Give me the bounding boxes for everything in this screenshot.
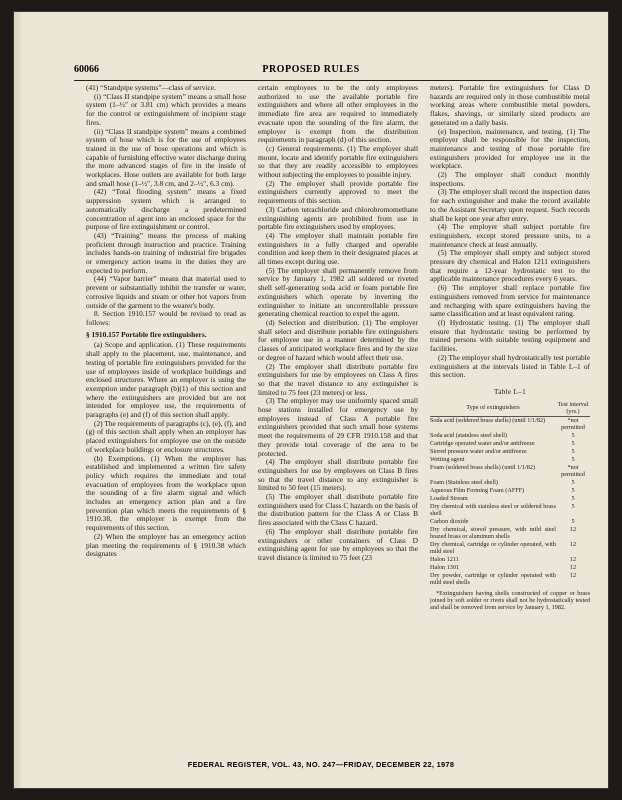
test-interval: 5 xyxy=(571,518,575,526)
extinguisher-type: Dry chemical, stored pressure, with mild steel brazed brass or aluminum shells xyxy=(430,526,556,541)
paragraph: 8. Section 1910.157 would be revised to read as follows: xyxy=(86,309,246,327)
extinguisher-type: Loaded Stream xyxy=(430,495,468,503)
page-footer: FEDERAL REGISTER, VOL. 43, NO. 247—FRIDAY, DECEMBER 22, 1978 xyxy=(187,760,455,769)
extinguisher-type: Wetting agent xyxy=(430,456,465,464)
paragraph: (e) Inspection, maintenance, and testing. (1) The employer shall be responsible for the inspection, maintenance and testing of those portable fire extinguishers provided for employee use in the workplace. xyxy=(430,126,590,171)
paragraph: (2) The requirements of paragraphs (c), (e), (f), and (g) of this section shall apply when an employer has placed extinguishers for employee use on the outside of workplace buildings or enclosure structures. xyxy=(86,418,246,454)
page-binding-edge xyxy=(14,12,24,788)
test-interval: 5 xyxy=(571,448,575,456)
extinguisher-type: Dry chemical, cartridge or cylinder operated, with mild steel xyxy=(430,541,556,556)
table-header-interval: Test interval (yrs.) xyxy=(557,400,589,415)
table-title: Table L–1 xyxy=(494,387,526,396)
table-row xyxy=(430,503,590,518)
table-body xyxy=(430,416,590,587)
paragraph: (5) The employer shall distribute portable fire extinguishers used for Class C hazards on the basis of the distribution pattern for the Class A or Class B fires associated with the Class C hazard. xyxy=(258,492,418,528)
paragraph: meters). Portable fire extinguishers for Class D hazards are required only in those combustible metal working areas where combustible metal powders, flakes, shavings, or similarly sized products are generated on a daily basis. xyxy=(430,84,590,127)
paragraph: (42) “Total flooding system” means a fixed suppression system which is arranged to automatically discharge a predetermined concentration of agent into an enclosed space for the purpose of fire extinguishment or control. xyxy=(86,187,246,232)
test-interval: 5 xyxy=(571,487,575,495)
extinguisher-type: Soda acid (soldered brass shells) (until 1/1/82) xyxy=(430,417,546,425)
test-interval: 5 xyxy=(571,456,575,464)
paragraph: (c) General requirements. (1) The employer shall mount, locate and identify portable fire extinguishers so that they are readily accessible to employees without subjecting the employees to possible injury. xyxy=(258,143,418,180)
table-row xyxy=(430,456,590,464)
extinguisher-type: Soda acid (stainless steel shell) xyxy=(430,432,507,440)
extinguisher-type: Cartridge operated water and/or antifreeze xyxy=(430,440,535,448)
extinguisher-type: Dry chemical with stainless steel or soldered brass shell xyxy=(430,503,556,518)
paragraph: (44) “Vapor barrier” means that material used to prevent or substantially inhibit the transfer or water, corrosive liquids and steam or other hot vapors from outside of the garment to the wearer's body. xyxy=(86,274,246,310)
paragraph: (3) The employer shall record the inspection dates for each extinguisher and make the record available to the Assistant Secretary upon request. Such records shall be kept one year after entry. xyxy=(430,187,590,223)
test-interval: 5 xyxy=(571,479,575,487)
table-row xyxy=(430,487,590,495)
column-1 xyxy=(86,84,246,756)
paragraph: (3) The employer may use uniformly spaced small hose stations installed for emergency use by employees instead of Class A portable fire extinguishers provided that such small hose systems meet the requirements of 29 CFR 1910.158 and that they provide total coverage of the area to be protected. xyxy=(258,396,418,458)
test-interval: 5 xyxy=(571,432,575,440)
extinguisher-type: Carbon dioxide xyxy=(430,518,469,526)
paragraph: (d) Selection and distribution. (1) The employer shall select and distribute portable fire extinguishers for employee use in a manner determined by the classes of anticipated workplace fires and by the size or degree of hazard which would affect their use. xyxy=(258,317,418,362)
paragraph: (f) Hydrostatic testing. (1) The employer shall ensure that hydrostatic testing be performed by trained persons with suitable testing equipment and facilities. xyxy=(430,317,590,354)
header-rule xyxy=(74,80,548,81)
test-interval: *not permitted xyxy=(561,464,585,479)
paragraph: (ii) “Class II standpipe system” means a combined system of hose which is for the use of employees trained in the use of hose operations and which is capable of furnishing effective water discharge during the more advanced stages of fire in the inside of workplaces. Hose outlets are available for both large and small hose (1–½″, 3.8 cm, and 2–½″, 6.3 cm). xyxy=(86,126,246,188)
running-title: PROPOSED RULES xyxy=(262,64,360,75)
table-row xyxy=(430,495,590,503)
paragraph: (4) The employer shall subject portable fire extinguishers, except stored pressure units, to a maintenance check at least annually. xyxy=(430,222,590,249)
paragraph: (43) “Training” means the process of making proficient through instruction and practice. Training includes hands-on training of industrial fire brigades or emergency action teams in the duties they are expected to perform. xyxy=(86,230,246,275)
extinguisher-type: Aqueous Film Forming Foam (AFFF) xyxy=(430,487,525,495)
table-row xyxy=(430,526,590,541)
test-interval: 12 xyxy=(569,564,577,572)
paragraph: (4) The employer shall maintain portable fire extinguishers in a fully charged and operable condition and keep them in their designated places at all times except during use. xyxy=(258,230,418,267)
paragraph: (6) The employer shall distribute portable fire extinguishers or other containers of Class D extinguishing agent for use by employees so that the travel distance is limited to 75 feet (23 xyxy=(258,526,418,562)
text-columns xyxy=(86,84,592,756)
paragraph: (2) The employer shall conduct monthly inspections. xyxy=(430,170,590,188)
extinguisher-type: Halon 1301 xyxy=(430,564,460,572)
paragraph: (2) When the employer has an emergency action plan meeting the requirements of § 1910.38 which designates xyxy=(86,531,246,559)
test-interval: 5 xyxy=(571,440,575,448)
test-interval: 12 xyxy=(569,572,577,580)
test-interval: 12 xyxy=(569,556,577,564)
paragraph: (2) The employer shall hydrostatically test portable extinguishers at the intervals listed in Table L–1 of this section. xyxy=(430,352,590,380)
table-row xyxy=(430,448,590,456)
test-interval: 5 xyxy=(571,503,575,511)
paragraph: (3) Carbon tetrachloride and chlorobromomethane extinguishing agents are prohibited from use in portable fire extinguishers used by employees. xyxy=(258,204,418,232)
test-interval: 5 xyxy=(571,495,575,503)
test-interval: *not permitted xyxy=(561,417,585,432)
extinguisher-test-table xyxy=(430,400,590,587)
document-page xyxy=(14,12,608,788)
table-row xyxy=(430,541,590,556)
extinguisher-type: Dry powder, cartridge or cylinder operated with mild steel shells xyxy=(430,572,556,587)
table-header-type: Type of extinguishers xyxy=(430,400,556,417)
table-row xyxy=(430,464,590,479)
table-row xyxy=(430,556,590,564)
table-footnote: *Extinguishers having shells constructed of copper or brass joined by soft solder or rivets shall not be hydrostatically tested and shall be removed from service by January 1, 1982. xyxy=(430,589,590,611)
extinguisher-type: Stored pressure water and/or antifreeze xyxy=(430,448,527,456)
paragraph: (5) The employer shall empty and subject stored pressure dry chemical and Halon 1211 extinguishers that require a 12-year hydrostatic test to the applicable maintenance procedures every 6 years. xyxy=(430,248,590,284)
test-interval: 12 xyxy=(569,541,577,549)
table-row xyxy=(430,572,590,587)
table-row xyxy=(430,564,590,572)
paragraph: certain employees to be the only employees authorized to use the available portable fire extinguishers and where all other employees in the immediate fire area are required to immediately evacuate upon the sounding of the fire alarm, the employer is exempt from the distribution requirements in paragraph (d) of this section. xyxy=(258,84,418,145)
paragraph: (b) Exemptions. (1) When the employer has established and implemented a written fire safety policy which requires the immediate and total evacuation of employees from the workplace upon the sounding of a fire alarm signal and which includes an emergency action plan and a fire prevention plan which meets the requirements of § 1910.38, the employer is exempt from the requirements of this section. xyxy=(86,453,246,533)
paragraph: (2) The employer shall distribute portable fire extinguishers for use by employees on Class A fires so that the travel distance to any extinguisher is limited to 75 feet (23 meters) or less. xyxy=(258,361,418,397)
paragraph: (4) The employer shall distribute portable fire extinguishers for use by employees on Class B fires so that the travel distance to any extinguisher is limited to 50 feet (15 meters). xyxy=(258,457,418,493)
paragraph: (6) The employer shall replace portable fire extinguishers removed from service for maintenance and recharging with spare extinguishers having the same classification and at least equivalent rating. xyxy=(430,283,590,319)
section-heading: § 1910.157 Portable fire extinguishers. xyxy=(86,329,207,339)
extinguisher-type: Foam (soldered brass shells) (until 1/1/82) xyxy=(430,464,536,472)
page-number: 60066 xyxy=(74,64,99,75)
paragraph: (a) Scope and application. (1) These requirements shall apply to the placement, use, maintenance, and testing of portable fire extinguishers provided for the use of employees inside of workplace buildings and enclosed structures. Where an employer is using the exemption under paragraph (b)(1) of this section and where the extinguishers are provided but are not intended for employee use, the requirements of paragraphs (e) and (f) of this section shall apply. xyxy=(86,340,246,420)
table-row xyxy=(430,440,590,448)
page-header xyxy=(74,62,548,78)
table-row xyxy=(430,479,590,487)
paragraph: (5) The employer shall permanently remove from service by January 1, 1982 all soldered or riveted shell self-generating soda acid or foam portable fire extinguishers which operate by inverting the extinguisher to initiate an uncontrollable pressure generating chemical reaction to expel the agent. xyxy=(258,265,418,319)
paragraph: (41) “Standpipe systems”—class of service. xyxy=(86,84,216,92)
column-3 xyxy=(430,84,590,756)
column-2 xyxy=(258,84,418,756)
extinguisher-type: Halon 1211 xyxy=(430,556,459,564)
paragraph: (i) “Class II standpipe system” means a small hose system (1–½″ or 3.81 cm) which provides a means for the control or extinguishment of incipient stage fires. xyxy=(86,91,246,127)
extinguisher-type: Foam (Stainless steel shell) xyxy=(430,479,498,487)
test-interval: 12 xyxy=(569,526,577,534)
table-row xyxy=(430,432,590,440)
table-row xyxy=(430,518,590,526)
table-row xyxy=(430,416,590,432)
paragraph: (2) The employer shall provide portable fire extinguishers currently approved to meet the requirements of this section. xyxy=(258,178,418,206)
